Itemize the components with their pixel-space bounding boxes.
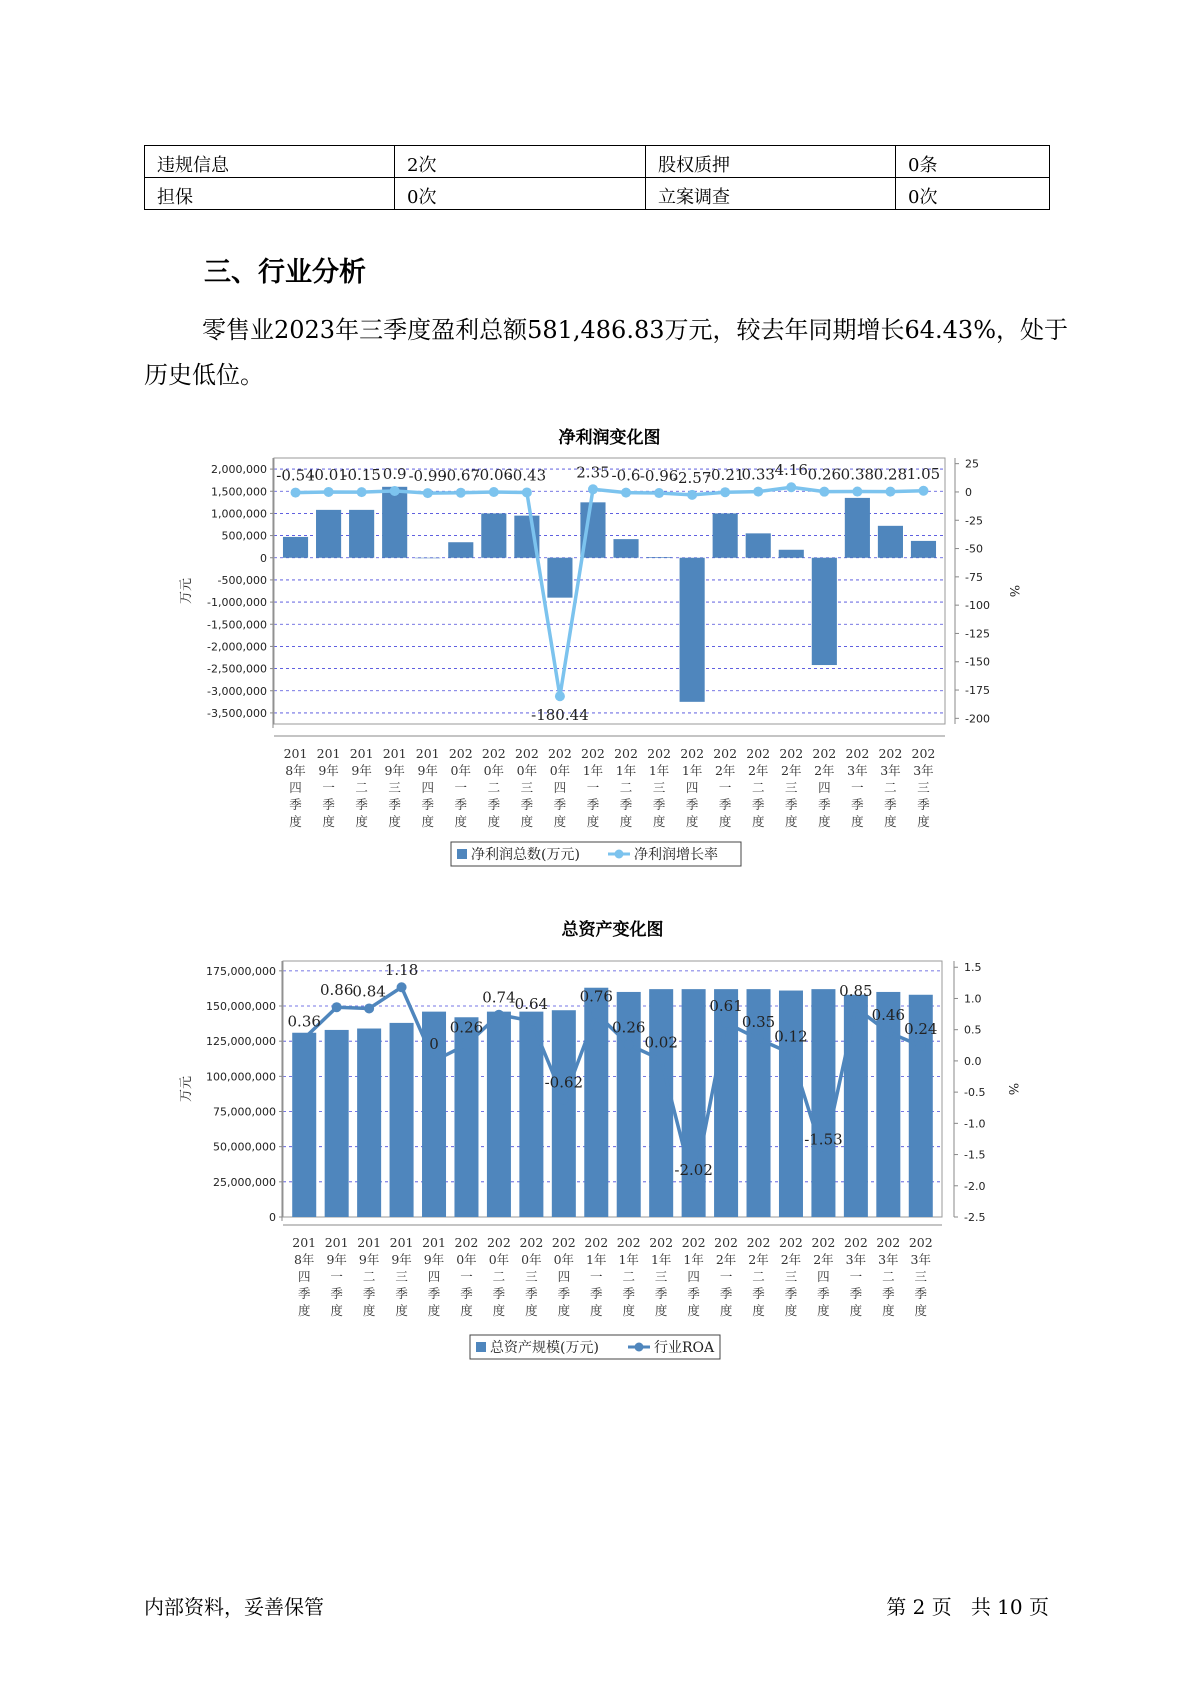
chart-title: 净利润变化图 — [558, 428, 661, 448]
line-point — [687, 490, 697, 500]
bar — [845, 498, 870, 558]
y-left-tick-label: 175,000,000 — [206, 964, 276, 978]
y-right-tick-label: 0.0 — [964, 1054, 982, 1068]
data-label: -0.21 — [705, 466, 745, 485]
bar — [844, 995, 868, 1217]
data-label: 0.36 — [287, 1012, 321, 1031]
line-point — [916, 1041, 926, 1051]
line-point — [324, 487, 334, 497]
table-cell: 立案调查 — [646, 178, 896, 210]
total-assets-chart — [0, 915, 1191, 1385]
line-point — [883, 1027, 893, 1037]
y-right-axis-label: % — [1006, 584, 1021, 598]
y-left-tick-label: 50,000,000 — [213, 1140, 276, 1154]
legend-line-swatch — [615, 850, 624, 859]
data-label: -0.6 — [611, 466, 641, 485]
data-label: -1.53 — [804, 1130, 843, 1149]
y-left-tick-label: 2,000,000 — [211, 463, 267, 477]
data-label: -180.44 — [531, 706, 589, 725]
line-point — [526, 1016, 536, 1026]
y-left-tick-label: 125,000,000 — [206, 1035, 276, 1049]
data-label: 2.35 — [576, 463, 610, 482]
y-right-tick-label: 1.0 — [964, 992, 982, 1006]
bar — [415, 558, 440, 559]
data-label: 0.12 — [774, 1027, 808, 1046]
section-title: 三、行业分析 — [204, 257, 366, 288]
line-point — [456, 488, 466, 498]
table-cell: 股权质押 — [646, 146, 896, 178]
data-label: 0.86 — [319, 981, 354, 1000]
y-left-tick-label: 500,000 — [221, 529, 267, 543]
x-tick-label: 202 0年四季度 — [547, 746, 572, 829]
x-tick-label: 202 3年一季度 — [845, 746, 870, 829]
table-cell: 0条 — [896, 146, 1050, 178]
x-tick-label: 202 3年二季度 — [878, 746, 903, 829]
y-left-tick-label: -2,000,000 — [207, 640, 267, 654]
line-point — [591, 1008, 601, 1018]
line-point — [494, 1010, 504, 1020]
y-right-tick-label: 1.5 — [964, 961, 982, 975]
footer-note: 内部资料，妥善保管 — [144, 1595, 324, 1619]
y-right-tick-label: -175 — [965, 684, 990, 698]
x-tick-label: 202 2年三季度 — [779, 1235, 803, 1318]
analysis-paragraph: 零售业2023年三季度盈利总额581,486.83万元，较去年同期增长64.43%，处于历史低位。 — [144, 316, 1069, 389]
x-tick-label: 202 3年一季度 — [843, 1235, 868, 1318]
data-label: 0.24 — [904, 1019, 938, 1038]
data-label: -0.67 — [441, 466, 481, 485]
data-label: -0.43 — [507, 466, 547, 485]
y-left-tick-label: -1,500,000 — [207, 618, 267, 632]
y-right-tick-label: -125 — [965, 627, 990, 641]
bar — [779, 991, 803, 1217]
info-table — [144, 145, 1050, 210]
line-point — [852, 487, 862, 497]
table-cell: 0次 — [395, 178, 646, 210]
line-point — [786, 482, 796, 492]
x-tick-label: 202 0年四季度 — [551, 1235, 576, 1318]
y-right-tick-label: -75 — [965, 570, 983, 584]
bar — [292, 1033, 316, 1217]
data-label: -0.62 — [544, 1073, 584, 1092]
bar — [349, 510, 374, 558]
x-tick-label: 201 8年四季度 — [283, 746, 308, 829]
x-tick-label: 202 3年三季度 — [908, 1235, 933, 1318]
data-label: 0 — [429, 1034, 439, 1053]
line-point — [397, 982, 407, 992]
line-point — [461, 1040, 471, 1050]
y-right-tick-label: 25 — [965, 457, 979, 471]
y-left-tick-label: -3,500,000 — [207, 706, 267, 720]
x-tick-label: 202 1年一季度 — [584, 1235, 609, 1318]
line-point — [656, 1055, 666, 1065]
data-label: 0.76 — [579, 987, 613, 1006]
y-right-axis-label: % — [1005, 1082, 1020, 1096]
x-tick-label: 201 9年二季度 — [357, 1235, 382, 1318]
y-right-tick-label: -50 — [965, 542, 983, 556]
line-point — [721, 1018, 731, 1028]
line-point — [559, 1095, 569, 1105]
line-point — [786, 1048, 796, 1058]
y-right-tick-label: -100 — [965, 599, 990, 613]
x-tick-label: 202 2年二季度 — [746, 1235, 771, 1318]
line-point — [332, 1002, 342, 1012]
chart-title: 总资产变化图 — [561, 920, 664, 940]
bar — [878, 526, 903, 558]
y-right-tick-label: -2.5 — [964, 1211, 986, 1224]
line-point — [555, 691, 565, 701]
x-tick-label: 202 0年一季度 — [454, 1235, 479, 1318]
line-point — [753, 487, 763, 497]
y-right-tick-label: -1.5 — [964, 1148, 986, 1162]
line-point — [489, 487, 499, 497]
line-point — [423, 488, 433, 498]
data-label: 0.9 — [382, 464, 407, 483]
legend-label: 总资产规模(万元) — [490, 1340, 599, 1356]
data-label: -0.54 — [276, 466, 315, 485]
y-left-tick-label: 1,000,000 — [211, 507, 267, 521]
bar — [812, 558, 837, 665]
data-label: -0.99 — [408, 467, 447, 486]
line-point — [819, 487, 829, 497]
line-point — [918, 486, 928, 496]
y-right-tick-label: -1.0 — [964, 1117, 986, 1131]
bar — [283, 537, 308, 558]
x-tick-label: 202 0年三季度 — [514, 746, 539, 829]
x-tick-label: 202 1年三季度 — [647, 746, 672, 829]
line-point — [621, 488, 631, 498]
line-point — [429, 1056, 439, 1066]
x-tick-label: 202 2年四季度 — [812, 746, 837, 829]
y-left-tick-label: 0 — [269, 1211, 276, 1224]
data-label: -0.96 — [639, 467, 679, 486]
legend-bar-swatch — [457, 849, 467, 859]
bar — [811, 989, 835, 1217]
bar — [649, 989, 673, 1217]
x-tick-label: 202 1年二季度 — [616, 1235, 641, 1318]
data-label: 0.35 — [741, 1013, 776, 1032]
x-tick-label: 202 1年二季度 — [614, 746, 638, 829]
bar — [680, 558, 705, 702]
line-point — [818, 1151, 828, 1161]
line-point — [588, 484, 598, 494]
net-profit-chart — [0, 420, 1191, 890]
data-label: 0.38 — [840, 465, 875, 484]
data-label: 1.05 — [906, 464, 941, 483]
bar — [552, 1010, 576, 1217]
data-label: -2.02 — [674, 1161, 713, 1180]
bar — [746, 533, 771, 557]
x-tick-label: 201 9年一季度 — [316, 746, 341, 829]
y-right-tick-label: 0 — [965, 485, 972, 499]
bar — [647, 557, 672, 558]
data-label: 0.61 — [709, 996, 743, 1015]
bar — [325, 1030, 349, 1217]
line-point — [624, 1040, 634, 1050]
line-point — [851, 1003, 861, 1013]
y-right-tick-label: -2.0 — [964, 1179, 986, 1193]
y-right-tick-label: 0.5 — [964, 1023, 982, 1037]
line-point — [654, 488, 664, 498]
table-cell: 0次 — [896, 178, 1050, 210]
data-label: 1.18 — [384, 961, 419, 980]
table-row — [145, 178, 1050, 210]
x-tick-label: 201 9年一季度 — [324, 1235, 349, 1318]
data-label: 0.64 — [514, 994, 549, 1013]
legend-line-swatch — [635, 1343, 644, 1352]
bar — [448, 542, 473, 558]
legend-label: 净利润增长率 — [634, 847, 718, 863]
x-tick-label: 202 2年一季度 — [713, 746, 738, 829]
x-tick-label: 202 3年二季度 — [876, 1235, 901, 1318]
line-point — [885, 487, 895, 497]
y-left-tick-label: 0 — [260, 551, 267, 565]
data-label: -0.01 — [309, 465, 348, 484]
y-left-axis-label: 万元 — [179, 1075, 194, 1103]
x-tick-label: 202 1年四季度 — [680, 746, 705, 829]
line-point — [720, 487, 730, 497]
y-right-tick-label: -150 — [965, 655, 990, 669]
line-point — [522, 487, 532, 497]
bar — [713, 513, 738, 557]
data-label: 0.28 — [873, 465, 908, 484]
x-tick-label: 201 8年四季度 — [292, 1235, 317, 1318]
y-left-tick-label: -1,000,000 — [207, 596, 267, 610]
line-point — [390, 486, 400, 496]
x-tick-label: 202 2年二季度 — [746, 746, 771, 829]
y-right-tick-label: -0.5 — [964, 1086, 986, 1100]
y-left-axis-label: 万元 — [179, 577, 194, 605]
data-label: -0.06 — [474, 466, 514, 485]
bar — [487, 1012, 511, 1217]
table-row — [145, 146, 1050, 178]
data-label: 0.26 — [807, 465, 842, 484]
line-point — [291, 488, 301, 498]
x-tick-label: 202 0年二季度 — [481, 746, 506, 829]
data-label: -0.15 — [342, 466, 381, 485]
y-left-tick-label: -500,000 — [217, 573, 267, 587]
bar — [481, 513, 506, 557]
y-left-tick-label: 100,000,000 — [206, 1070, 276, 1084]
bar — [779, 550, 804, 558]
x-tick-label: 202 1年一季度 — [581, 746, 605, 829]
line-point — [754, 1034, 764, 1044]
x-tick-label: 202 3年三季度 — [911, 746, 936, 829]
plot-area — [274, 458, 945, 724]
page-number: 第 2 页 共 10 页 — [886, 1595, 1049, 1619]
y-left-tick-label: 1,500,000 — [211, 485, 267, 499]
y-left-tick-label: 75,000,000 — [213, 1105, 276, 1119]
legend-bar-swatch — [476, 1342, 486, 1352]
line-point — [364, 1003, 374, 1013]
data-label: 0.02 — [644, 1033, 678, 1052]
data-label: 0.26 — [449, 1018, 484, 1037]
line-point — [357, 487, 367, 497]
x-tick-label: 202 0年一季度 — [448, 746, 473, 829]
bar — [547, 558, 572, 598]
data-label: -2.57 — [672, 468, 712, 487]
x-tick-label: 201 9年三季度 — [382, 746, 407, 829]
table-cell: 2次 — [395, 146, 646, 178]
x-tick-label: 202 1年四季度 — [681, 1235, 706, 1318]
line-point — [689, 1182, 699, 1192]
y-left-tick-label: 25,000,000 — [213, 1175, 276, 1189]
y-left-tick-label: 150,000,000 — [206, 1000, 276, 1014]
y-left-tick-label: -3,000,000 — [207, 684, 267, 698]
table-cell: 违规信息 — [145, 146, 395, 178]
y-left-tick-label: -2,500,000 — [207, 662, 267, 676]
x-tick-label: 202 1年三季度 — [649, 1235, 674, 1318]
x-tick-label: 201 9年四季度 — [422, 1235, 446, 1318]
legend-label: 行业ROA — [654, 1340, 715, 1356]
x-tick-label: 201 9年二季度 — [349, 746, 374, 829]
bar — [911, 541, 936, 558]
legend-label: 净利润总数(万元) — [471, 847, 580, 863]
data-label: 0.84 — [352, 982, 386, 1001]
bar — [613, 539, 638, 558]
bar — [316, 510, 341, 558]
bar — [357, 1029, 381, 1217]
data-label: 4.16 — [774, 461, 808, 480]
data-label: 0.74 — [482, 988, 516, 1007]
x-tick-label: 202 2年四季度 — [811, 1235, 836, 1318]
y-right-tick-label: -25 — [965, 514, 983, 528]
x-tick-label: 202 0年二季度 — [486, 1235, 511, 1318]
x-tick-label: 202 2年一季度 — [714, 1235, 739, 1318]
x-tick-label: 202 0年三季度 — [519, 1235, 544, 1318]
x-tick-label: 202 2年三季度 — [779, 746, 804, 829]
bar — [390, 1023, 414, 1217]
bar — [382, 487, 407, 558]
x-tick-label: 201 9年三季度 — [389, 1235, 414, 1318]
data-label: 0.46 — [871, 1006, 906, 1025]
data-label: 0.85 — [839, 981, 873, 1000]
y-right-tick-label: -200 — [965, 712, 990, 726]
table-cell: 担保 — [145, 178, 395, 210]
data-label: 0.26 — [612, 1018, 646, 1037]
line-point — [299, 1033, 309, 1043]
data-label: 0.33 — [741, 465, 775, 484]
x-tick-label: 201 9年四季度 — [415, 746, 440, 829]
